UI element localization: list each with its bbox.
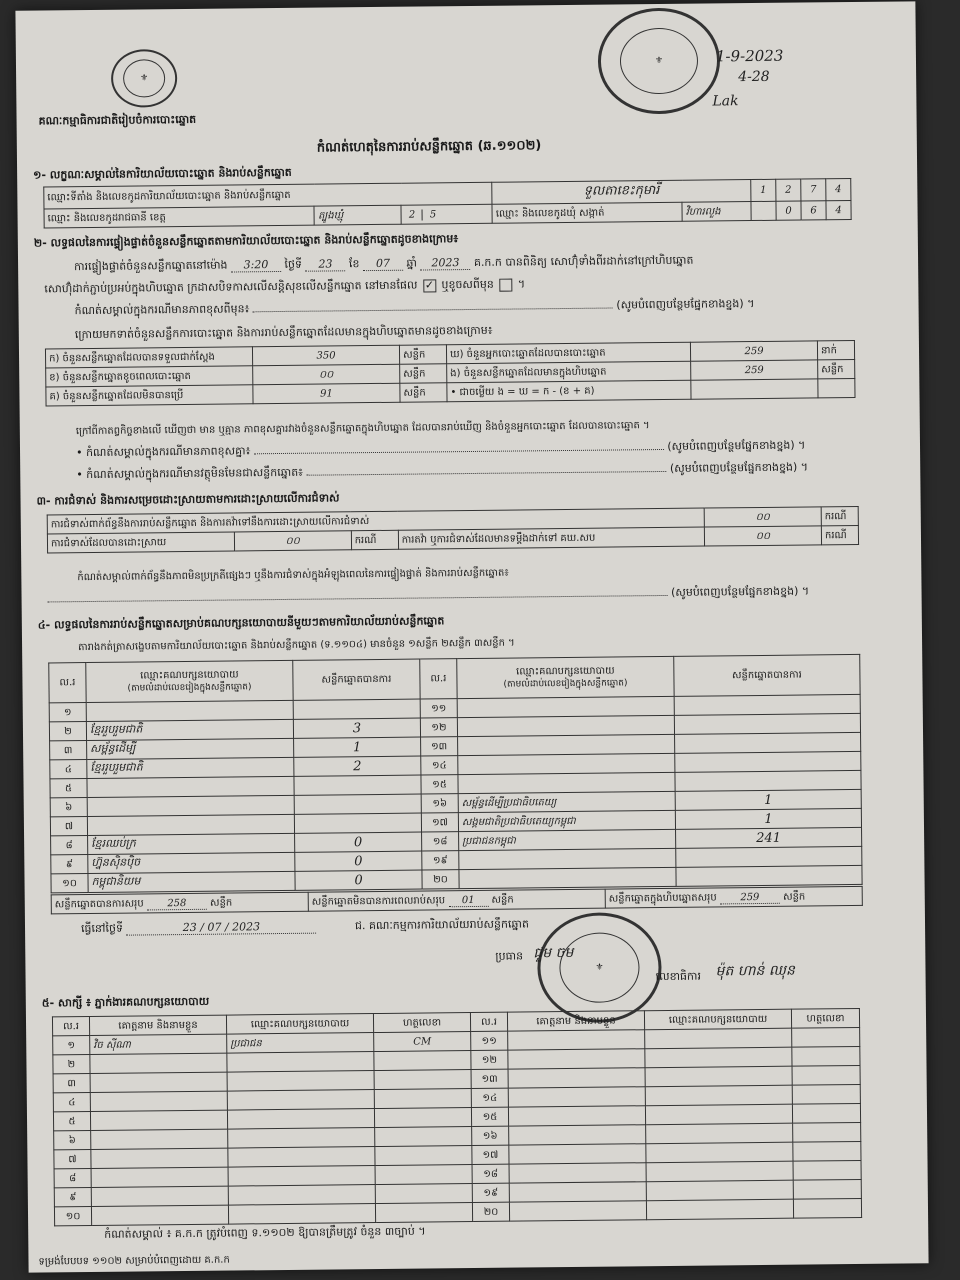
result-no: ៦ xyxy=(50,798,87,817)
results-table xyxy=(48,654,862,893)
w-col-sign-right: ហត្ថលេខា xyxy=(791,1008,859,1028)
verify-day: 23 xyxy=(305,257,345,271)
stamp-time: 4-28 xyxy=(738,68,770,86)
secretary-signature: ម៉ុត ហាន់ ឈុន xyxy=(715,962,795,980)
verify-line: ការផ្ទៀងផ្ទាត់ចំនួនសន្លឹកឆ្នោតនៅម៉ោង 3:20 ថ្ងៃទី 23 ខែ 07 ឆ្នាំ 2023 គ.ក.ក បានពិនិត្យ សោហ៊ុំទាំងពីរដាក់នៅក្រៅហិបឆ្នោត xyxy=(74,253,694,274)
witness-sign xyxy=(374,1051,471,1071)
witness-name xyxy=(91,1205,228,1225)
witness-no: ៥ xyxy=(53,1112,90,1131)
col-votes-left: សន្លឹកឆ្នោតបានការ xyxy=(293,659,420,700)
section1-table xyxy=(43,178,851,228)
count-unit-right: សន្លឹក xyxy=(818,359,855,378)
witness-no: ៧ xyxy=(54,1150,91,1169)
witness-no: ៤ xyxy=(53,1093,90,1112)
witness-name xyxy=(91,1167,228,1187)
result-party: ហ្វ៊ុនស៊ិនប៉ិច xyxy=(88,852,295,873)
witness-party xyxy=(228,1128,375,1149)
witness-no: ១២ xyxy=(471,1050,508,1069)
witness-sign xyxy=(792,1046,860,1066)
result-no: ១៥ xyxy=(421,775,458,794)
totals-table: សន្លឹកឆ្នោតបានការសរុប 258 សន្លឹក សន្លឹកឆ្នោតមិនបានការពេលរាប់សរុប 01 សន្លឹក សន្លឹកឆ្នោតក្នុងហិបឆ្នោតសរុប 259 សន្លឹក xyxy=(51,886,863,915)
result-votes xyxy=(675,770,861,791)
witness-no: ១៣ xyxy=(471,1069,508,1088)
count-unit-right xyxy=(818,378,855,397)
location-value: ទួលតាខេះកុមារី xyxy=(492,180,751,205)
signing-date: ធ្វើនៅថ្ងៃទី 23 / 07 / 2023 xyxy=(81,920,317,938)
w-col-party-left: ឈ្មោះគណបក្សនយោបាយ xyxy=(226,1014,373,1035)
result-votes xyxy=(674,694,860,715)
witness-party xyxy=(645,1066,792,1087)
result-party xyxy=(459,867,676,888)
result-no: ៥ xyxy=(50,779,87,798)
commune-value: វិហារលួង xyxy=(682,202,751,222)
witness-name xyxy=(91,1148,228,1168)
complaints-table xyxy=(47,506,859,554)
page-title: កំណត់ហេតុនៃការរាប់សន្លឹកឆ្នោត (ឆ.១១០២) xyxy=(316,138,542,156)
witness-sign xyxy=(792,1084,860,1104)
nec-emblem: ⚜ xyxy=(111,49,178,108)
w-col-no-right: ល.រ xyxy=(470,1012,507,1031)
witness-name xyxy=(508,1049,645,1069)
count-value: 350 xyxy=(252,345,399,366)
result-party xyxy=(458,753,675,774)
witness-name: វិច ស៊ីណា xyxy=(90,1034,227,1054)
witness-sign xyxy=(374,1108,471,1128)
witness-name xyxy=(91,1129,228,1149)
witness-sign xyxy=(374,1070,471,1090)
witness-party xyxy=(646,1161,793,1182)
witness-name xyxy=(509,1201,646,1221)
witness-name xyxy=(91,1186,228,1206)
count-value-right xyxy=(691,379,818,399)
count-label-right: ង) ចំនួនសន្លឹកឆ្នោតដែលមានក្នុងហិបឆ្នោត xyxy=(447,361,691,383)
w-col-no-left: ល.រ xyxy=(52,1017,89,1036)
witness-party xyxy=(645,1047,792,1068)
result-votes xyxy=(293,699,420,719)
ballot-count-report-sheet xyxy=(15,1,928,1272)
witness-no: ១៨ xyxy=(472,1164,509,1183)
witness-party xyxy=(228,1204,375,1225)
verify-month: 07 xyxy=(363,257,403,271)
commune-code-1: 0 xyxy=(776,201,801,220)
seal-status-line: សោហ៊ុំដាក់ភ្ជាប់ប្រអប់ក្នុងហិបឆ្នោត ក្រដាសបិទកាសលើសន្តិសុខលើសន្លឹកឆ្នោត នៅមានផែល ✓ ឬខូចសពីមុន ។ xyxy=(44,277,525,298)
witness-sign xyxy=(374,1089,471,1109)
count-label: ខ) ចំនួនសន្លឹកឆ្នោតខូចពេលបោះឆ្នោត xyxy=(46,366,253,387)
province-label: ឈ្មោះ និងលេខកូដរាជធានី ខេត្ត xyxy=(44,206,315,228)
result-votes xyxy=(676,846,862,867)
witness-party xyxy=(227,1071,374,1092)
commune-code-2: 6 xyxy=(801,201,826,220)
count-label-right: • ជាចម្លើយ ង = ឃ = ក - (ខ + គ) xyxy=(447,380,691,402)
witness-table xyxy=(52,1008,862,1226)
w-col-party-right: ឈ្មោះគណបក្សនយោបាយ xyxy=(644,1009,791,1030)
result-no: ១៤ xyxy=(421,756,458,775)
result-no: ៤ xyxy=(50,760,87,779)
witness-party xyxy=(228,1147,375,1168)
witness-no: ៣ xyxy=(53,1074,90,1093)
col-no-left: ល.រ xyxy=(49,663,86,703)
witness-party xyxy=(645,1104,792,1125)
result-no: ១០ xyxy=(51,874,88,893)
result-party xyxy=(86,700,293,721)
result-votes xyxy=(294,775,421,795)
checkbox-broken[interactable] xyxy=(499,278,512,291)
result-no: ៣ xyxy=(50,741,87,760)
resolved-label: ការជំទាស់ដែលបានដោះស្រាយ xyxy=(47,532,234,553)
witness-sign xyxy=(793,1198,861,1218)
result-votes: 0 xyxy=(295,851,422,871)
result-votes: 2 xyxy=(294,756,421,776)
witness-name xyxy=(508,1030,645,1050)
bullet-diff: • កំណត់សម្គាល់ក្នុងករណីមានភាពខុសគ្នា៖ (សូមបំពេញបន្ថែមផ្នែកខាងខ្នង) ។ xyxy=(75,438,806,460)
witness-no: ២០ xyxy=(472,1202,509,1221)
section5-heading: ៥- សាក្សី ៖ ភ្នាក់ងារគណបក្សនយោបាយ xyxy=(41,994,210,1010)
result-no: ៧ xyxy=(50,817,87,836)
result-votes: 0 xyxy=(295,870,422,890)
result-no: ១៦ xyxy=(421,794,458,813)
result-votes: 241 xyxy=(676,827,862,848)
witness-sign xyxy=(792,1065,860,1085)
witness-sign xyxy=(793,1122,861,1142)
witness-no: ១១ xyxy=(471,1031,508,1050)
secretary-label: លេខាធិការ xyxy=(655,969,702,984)
witness-sign xyxy=(792,1027,860,1047)
witness-sign: CM xyxy=(374,1032,471,1052)
result-party xyxy=(457,696,674,717)
commune-label: ឈ្មោះ និងលេខកូដឃុំ សង្កាត់ xyxy=(492,202,682,223)
location-label: ឈ្មោះទីតាំង និងលេខកូដការិយាល័យបោះឆ្នោត និងរាប់សន្លឹកឆ្នោត xyxy=(44,182,492,209)
witness-name xyxy=(508,1106,645,1126)
witness-name xyxy=(90,1072,227,1092)
result-votes xyxy=(675,732,861,753)
witness-sign xyxy=(793,1141,861,1161)
witness-name xyxy=(509,1163,646,1183)
section2-heading: ២- លទ្ធផលនៃការផ្ទៀងផ្ទាត់ចំនួនសន្លឹកឆ្នោតតាមការិយាល័យបោះឆ្នោត និងរាប់សន្លឹកឆ្នោតដូចខាងក្រោម៖ xyxy=(33,232,459,250)
total-invalid: 01 xyxy=(448,894,488,906)
total-invalid-label: សន្លឹកឆ្នោតមិនបានការពេលរាប់សរុប xyxy=(311,894,446,908)
section3-heading: ៣- ការជំទាស់ និងការសម្រេចដោះស្រាយតាមការដោះស្រាយលើការជំទាស់ xyxy=(36,491,340,508)
org-name: គណៈកម្មាធិការជាតិរៀបចំការបោះឆ្នោត xyxy=(38,112,197,128)
checkbox-intact[interactable] xyxy=(423,279,436,292)
witness-party xyxy=(227,1052,374,1073)
result-party xyxy=(87,814,294,835)
witness-sign xyxy=(375,1165,472,1185)
total-valid: 258 xyxy=(147,897,207,910)
witness-no: ១៧ xyxy=(472,1145,509,1164)
result-party: ខ្មែររួបរួមជាតិ xyxy=(87,757,294,778)
official-seal-bottom: ⚜ xyxy=(537,912,662,1023)
section1-heading: ១- លក្ខណៈសម្គាល់នៃការិយាល័យបោះឆ្នោត និងរាប់សន្លឹកឆ្នោត xyxy=(33,165,292,182)
witness-party xyxy=(228,1166,375,1187)
count-unit-right: នាក់ xyxy=(817,340,854,359)
col-party-left: ឈ្មោះគណបក្សនយោបាយ xyxy=(140,668,239,681)
result-no: ១៣ xyxy=(421,737,458,756)
result-no: ១ xyxy=(49,703,86,722)
appeal-label: ការតវ៉ា ឬការជំទាស់ដែលមានទម្ដឹងដាក់ទៅ គឃ.សប xyxy=(398,527,704,549)
col-party-sub-left: (តាមលំដាប់លេខរៀងក្នុងសន្លឹកឆ្នោត) xyxy=(127,681,252,694)
witness-party xyxy=(227,1109,374,1130)
count-unit: សន្លឹក xyxy=(399,345,446,364)
witness-party xyxy=(645,1028,792,1049)
witness-name xyxy=(508,1087,645,1107)
witness-party xyxy=(646,1180,793,1201)
result-no: ២០ xyxy=(422,870,459,889)
result-party xyxy=(87,795,294,816)
complaints-row1-unit: ករណី xyxy=(821,506,858,525)
witness-no: ១៩ xyxy=(472,1183,509,1202)
witness-name xyxy=(90,1091,227,1111)
note-diff-fill: (សូមបំពេញបន្ថែមផ្នែកខាងខ្នង) xyxy=(616,297,744,312)
result-party: សម្ព័ន្ធដើម្បី xyxy=(87,738,294,759)
result-no: ២ xyxy=(49,722,86,741)
total-box-label: សន្លឹកឆ្នោតក្នុងហិបឆ្នោតសរុប xyxy=(608,891,717,905)
total-box: 259 xyxy=(720,891,780,904)
result-party xyxy=(87,776,294,797)
result-party: សង្គមជាតិប្រជាធិបតេយ្យកម្ពុជា xyxy=(458,810,675,831)
count-label: គ) ចំនួនសន្លឹកឆ្នោតដែលមិនបានប្រើ xyxy=(46,385,253,406)
count-unit: សន្លឹក xyxy=(400,383,447,402)
result-votes xyxy=(294,813,421,833)
result-votes xyxy=(675,751,861,772)
location-code-1: 1 xyxy=(751,179,776,201)
location-code-3: 7 xyxy=(801,179,826,201)
witness-sign xyxy=(375,1146,472,1166)
witness-name xyxy=(509,1182,646,1202)
witness-no: ១០ xyxy=(54,1207,91,1226)
w-col-sign-left: ហត្ថលេខា xyxy=(373,1013,470,1033)
witness-no: ១ xyxy=(53,1036,90,1055)
result-no: ៩ xyxy=(51,855,88,874)
witness-party xyxy=(645,1085,792,1106)
witness-no: ១៦ xyxy=(472,1126,509,1145)
witness-party: ប្រជាជន xyxy=(227,1033,374,1054)
complaints-row1-value: ០០ xyxy=(704,507,821,527)
witness-party xyxy=(228,1185,375,1206)
w-col-name-right: គោត្តនាម និងនាមខ្លួន xyxy=(507,1011,644,1031)
witness-no: ៦ xyxy=(54,1131,91,1150)
witness-sign xyxy=(793,1160,861,1180)
result-party: ប្រជាជនកម្ពុជា xyxy=(459,829,676,850)
location-code-4: 4 xyxy=(826,179,851,201)
result-no: ១៨ xyxy=(422,832,459,851)
witness-sign xyxy=(375,1127,472,1147)
commune-code-3: 4 xyxy=(826,201,851,220)
count-value-right: 259 xyxy=(690,341,817,361)
witness-sign xyxy=(793,1179,861,1199)
witness-sign xyxy=(792,1103,860,1123)
witness-party xyxy=(646,1123,793,1144)
section4-sub: តារាងកត់ត្រាសង្ខេបតាមការិយាល័យបោះឆ្នោត និងរាប់សន្លឹកឆ្នោត (ទ.១១០៤) មានចំនួន ១សន្លឹក ២សន្លឹក ៣សន្លឹក ។ xyxy=(78,637,515,654)
location-code-2: 2 xyxy=(776,179,801,201)
result-votes xyxy=(294,794,421,814)
irregularity-note: កំណត់សម្គាល់ពាក់ព័ន្ធនឹងភាពមិនប្រក្រតីផ្សេងៗ ឬនឹងការជំទាស់ក្នុងអំឡុងពេលនៃការផ្ទៀងផ្ទាត់ និងការរាប់សន្លឹកឆ្នោត៖ xyxy=(77,567,509,584)
verify-year: 2023 xyxy=(420,256,470,271)
resolved-unit: ករណី xyxy=(351,530,398,549)
resolved-value: ០០ xyxy=(234,531,351,551)
witness-name xyxy=(90,1110,227,1130)
result-party: កម្ពុជានិយម xyxy=(88,871,295,892)
chair-signature: ជួម ចម xyxy=(533,944,574,962)
section4-heading: ៤- លទ្ធផលនៃការរាប់សន្លឹកឆ្នោតសម្រាប់គណបក្សនយោបាយនីមួយៗតាមការិយាល័យរាប់សន្លឹកឆ្នោត xyxy=(37,614,445,632)
witness-sign xyxy=(375,1203,472,1223)
result-no: ១៧ xyxy=(421,813,458,832)
witness-no: ២ xyxy=(53,1055,90,1074)
witness-party xyxy=(646,1142,793,1163)
diff-check-line: ក្រៅពីកាតព្វកិច្ចខាងលើ ឃើញថា មាន ឬគ្មាន ភាពខុសគ្នារវាងចំនួនសន្លឹកឆ្នោតក្នុងហិបឆ្នោត ដែលបានរាប់ឃើញ និងចំនួនអ្នកបោះឆ្នោត ដែលបានបោះឆ្នោត ។ xyxy=(75,420,650,438)
form-footer: ទម្រង់បែបបទ ១១០២ សម្រាប់បំពេញដោយ គ.ក.ក xyxy=(38,1254,230,1268)
col-votes-right: សន្លឹកឆ្នោតបានការ xyxy=(674,654,860,696)
complaints-row1-label: ការជំទាស់ពាក់ព័ន្ធនឹងការរាប់សន្លឹកឆ្នោត និងការតវ៉ាទៅនឹងការដោះស្រាយលើការជំទាស់ xyxy=(47,508,704,534)
result-party xyxy=(459,848,676,869)
chair-label: ប្រធាន xyxy=(495,949,524,963)
province-code-1: 2 xyxy=(402,209,423,220)
result-votes: 3 xyxy=(293,718,420,738)
col-party-right: ឈ្មោះគណបក្សនយោបាយ xyxy=(516,665,615,678)
col-no-right: ល.រ xyxy=(420,659,457,699)
result-votes: 1 xyxy=(294,737,421,757)
result-votes xyxy=(674,713,860,734)
result-party xyxy=(458,772,675,793)
witness-party xyxy=(227,1090,374,1111)
count-intro: ក្រោយមកទាត់ចំនួនសន្លឹកការបោះឆ្នោត និងការរាប់សន្លឹកឆ្នោតដែលមានក្នុងហិបឆ្នោតមានដូចខាងក្រោម៖ xyxy=(74,323,493,342)
bullet-foreign: • កំណត់សម្គាល់ក្នុងករណីមានវត្ថុមិនមែនជាសន្លឹកឆ្នោត៖ (សូមបំពេញបន្ថែមផ្នែកខាងខ្នង) ។ xyxy=(76,460,809,482)
w-col-name-left: គោត្តនាម និងនាមខ្លួន xyxy=(89,1015,226,1035)
result-no: ៨ xyxy=(51,836,88,855)
witness-no: ១៥ xyxy=(471,1107,508,1126)
witness-sign xyxy=(375,1184,472,1204)
form-note: កំណត់សម្គាល់ ៖ គ.ក.ក ត្រូវបំពេញ ទ.១១០២ ឱ្យបានត្រឹមត្រូវ ចំនួន ៣ច្បាប់ ។ xyxy=(104,1224,426,1241)
result-no: ១២ xyxy=(420,718,457,737)
result-no: ១១ xyxy=(420,699,457,718)
result-party: ខ្មែររួបរួមជាតិ xyxy=(86,719,293,740)
stamp-signature: Lak xyxy=(712,93,739,110)
witness-name xyxy=(509,1125,646,1145)
witness-no: ៩ xyxy=(54,1188,91,1207)
note-diff: កំណត់សម្គាល់ក្នុងករណីមានភាពខុសពីមុន៖ (សូមបំពេញបន្ថែមផ្នែកខាងខ្នង) ។ xyxy=(74,297,755,318)
witness-name xyxy=(90,1053,227,1073)
province-value: ត្បូងឃ្មុំ xyxy=(314,205,401,225)
result-party: សម្ព័ន្ធដើម្បីប្រជាធិបតេយ្យ xyxy=(458,791,675,812)
count-unit: សន្លឹក xyxy=(400,364,447,383)
result-party: ខ្មែរឈប់ក្រ xyxy=(88,833,295,854)
count-value-right: 259 xyxy=(691,360,818,380)
result-votes xyxy=(676,865,862,886)
province-code-2: 5 xyxy=(429,208,437,220)
stamp-date: 1-9-2023 xyxy=(715,46,784,66)
total-valid-label: សន្លឹកឆ្នោតបានការសរុប xyxy=(54,897,144,910)
witness-name xyxy=(508,1068,645,1088)
count-label: ក) ចំនួនសន្លឹកឆ្នោតដែលបានទទួលជាក់ស្តែង xyxy=(45,347,252,368)
official-seal-top: ⚜ xyxy=(597,7,720,114)
result-no: ១៩ xyxy=(422,851,459,870)
result-party xyxy=(458,734,675,755)
result-party xyxy=(457,715,674,736)
col-party-sub-right: (តាមលំដាប់លេខរៀងក្នុងសន្លឹកឆ្នោត) xyxy=(503,677,628,690)
appeal-unit: ករណី xyxy=(821,525,858,544)
result-votes: 0 xyxy=(295,832,422,852)
verify-time: 3:20 xyxy=(231,258,281,273)
count-label-right: ឃ) ចំនួនអ្នកបោះឆ្នោតដែលបានបោះឆ្នោត xyxy=(446,342,690,364)
irregularity-note-fill: (សូមបំពេញបន្ថែមផ្នែកខាងខ្នង) ។ xyxy=(48,584,858,608)
result-votes: 1 xyxy=(675,789,861,810)
witness-party xyxy=(646,1199,793,1220)
count-value: ០០ xyxy=(253,364,400,385)
count-value: 91 xyxy=(253,383,400,404)
result-votes: 1 xyxy=(675,808,861,829)
witness-no: ៨ xyxy=(54,1169,91,1188)
witness-name xyxy=(509,1144,646,1164)
count-table xyxy=(45,340,856,406)
witness-no: ១៤ xyxy=(471,1088,508,1107)
appeal-value: ០០ xyxy=(704,526,821,546)
committee-label: ជ. គណៈកម្មការការិយាល័យរាប់សន្លឹកឆ្នោត xyxy=(354,917,529,933)
